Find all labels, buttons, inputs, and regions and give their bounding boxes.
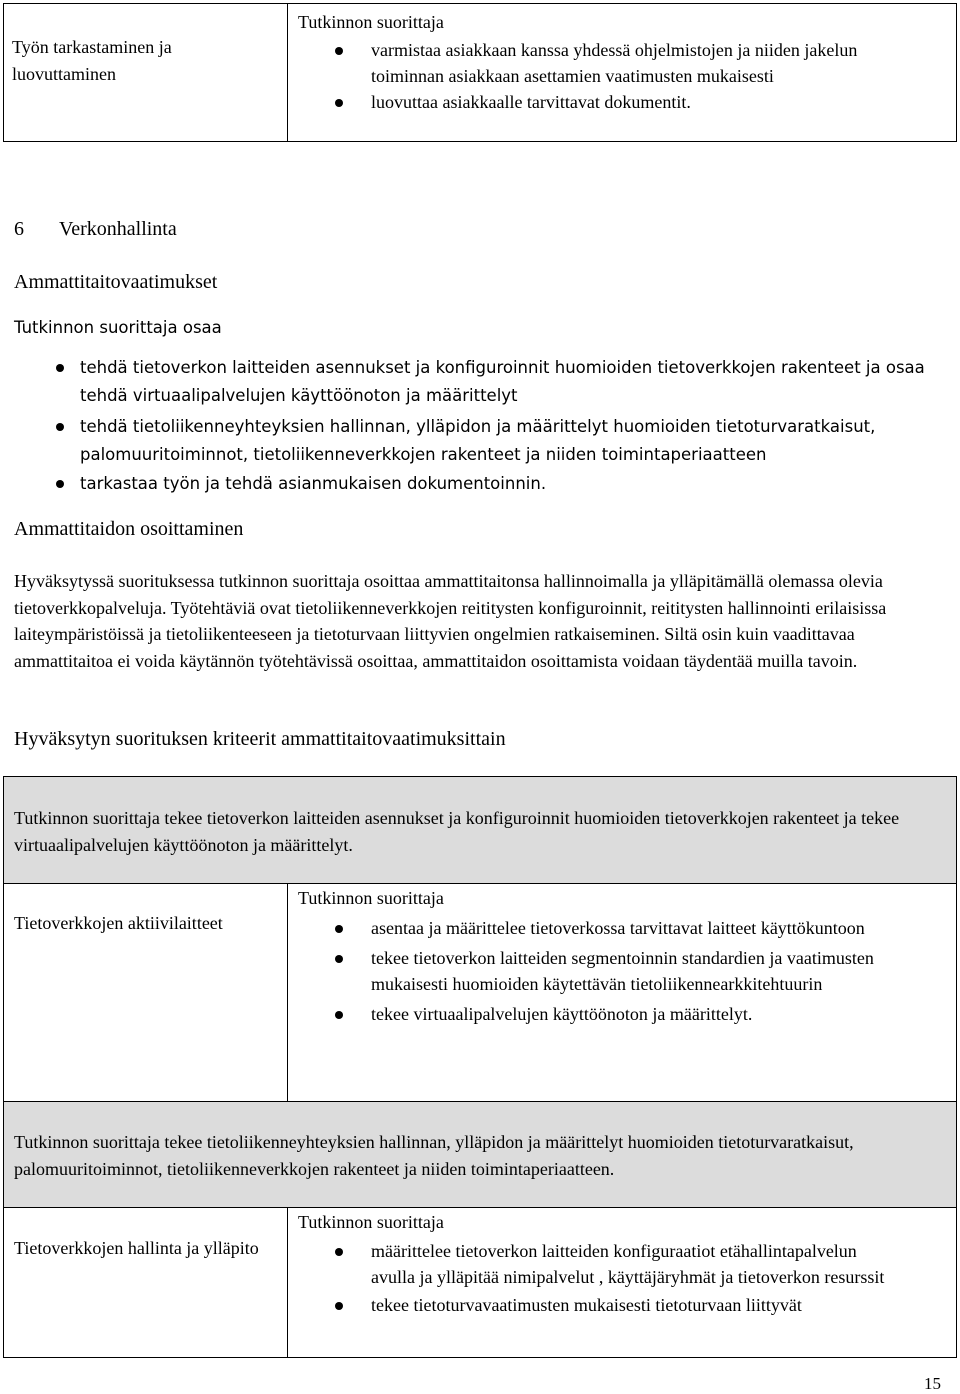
list-item: luovuttaa asiakkaalle tarvittavat dokumentit. [331, 89, 921, 115]
list-item: tekee tietoturvavaatimusten mukaisesti tietoturvaan liittyvät [331, 1292, 891, 1318]
list-item: tehdä tietoverkon laitteiden asennukset ja konfiguroinnit huomioiden tietoverkkojen rakenteet ja osaa tehdä virtuaalipalvelujen käyttöönoton ja määrittelyt [14, 354, 954, 409]
list-item: tekee virtuaalipalvelujen käyttöönoton ja määrittelyt. [331, 1001, 891, 1027]
criteria-table-1-left-label: Tietoverkkojen aktiivilaitteet [14, 913, 223, 933]
requirements-intro: Tutkinnon suorittaja osaa [14, 318, 222, 337]
list-item: asentaa ja määrittelee tietoverkossa tarvittavat laitteet käyttökuntoon [331, 915, 891, 941]
criteria-table-1-header-text: Tutkinnon suorittaja tekee tietoverkon laitteiden asennukset ja konfiguroinnit huomioiden tietoverkkojen rakenteet ja tekee virtuaalipalvelujen käyttöönoton ja määrittelyt. [14, 808, 900, 855]
list-item: varmistaa asiakkaan kanssa yhdessä ohjelmistojen ja niiden jakelun toiminnan asiakkaan asettamien vaatimusten mukaisesti [331, 37, 921, 89]
list-item: määrittelee tietoverkon laitteiden konfiguraatiot etähallintapalvelun avulla ja ylläpitää nimipalvelut , käyttäjäryhmät ja tietoverkon resurssit [331, 1238, 891, 1290]
list-item: tarkastaa työn ja tehdä asianmukaisen dokumentoinnin. [14, 470, 954, 498]
list-item: tekee tietoverkon laitteiden segmentoinnin standardien ja vaatimusten mukaisesti huomioiden käytettävän tietoliikennearkkitehtuurin [331, 945, 891, 997]
criteria-table-2-heading: Tutkinnon suorittaja [298, 1212, 444, 1232]
section-name: Verkonhallinta [59, 218, 177, 240]
criteria-table-1-divider [287, 884, 288, 1101]
requirements-block [14, 314, 954, 498]
top-table-left-label: Työn tarkastaminen ja luovuttaminen [12, 37, 172, 84]
criteria-table-2-divider [287, 1208, 288, 1357]
criteria-table-2 [3, 1102, 957, 1358]
criteria-table-1-bullets [331, 915, 891, 1027]
demonstration-text: Hyväksytyssä suorituksessa tutkinnon suorittaja osoittaa ammattitaitonsa hallinnoimalla ja ylläpitämällä olemassa olevia tietoverkkopalveluja. Työtehtäviä ovat tietoliikenneverkkojen reititysten konfiguroinnit, reititysten hallinnointi erilaisissa laiteympäristöissä ja tietoliikenteeseen ja tietoturvaan liittyvien ongelmien ratkaiseminen. Siltä osin kuin vaadittavaa ammattitaitoa ei voida käytännön työtehtävissä osoittaa, ammattitaidon osoittamista voidaan täydentää muilla tavoin. [14, 571, 887, 671]
requirements-heading: Ammattitaitovaatimukset [14, 271, 218, 293]
list-item: tehdä tietoliikenneyhteyksien hallinnan, ylläpidon ja määrittelyt huomioiden tietoturvaratkaisut, palomuuritoiminnot, tietoliikenneverkkojen rakenteet ja niiden toimintaperiaatteen [14, 413, 954, 468]
criteria-table-1 [3, 776, 957, 1102]
criteria-heading: Hyväksytyn suorituksen kriteerit ammattitaitovaatimuksittain [14, 728, 506, 750]
criteria-table-2-left-label: Tietoverkkojen hallinta ja ylläpito [14, 1238, 259, 1258]
top-table-divider [287, 4, 288, 141]
page-number: 15 [924, 1374, 941, 1393]
section-number: 6 [14, 218, 24, 240]
demonstration-heading: Ammattitaidon osoittaminen [14, 518, 244, 540]
requirements-list [14, 354, 954, 498]
top-table-heading: Tutkinnon suorittaja [298, 12, 444, 32]
top-table [3, 3, 957, 142]
criteria-table-1-heading: Tutkinnon suorittaja [298, 888, 444, 908]
section-title [14, 218, 177, 241]
criteria-table-2-bullets [331, 1238, 891, 1318]
criteria-table-2-header-text: Tutkinnon suorittaja tekee tietoliikenneyhteyksien hallinnan, ylläpidon ja määrittelyt huomioiden tietoturvaratkaisut, palomuuritoiminnot, tietoliikenneverkkojen rakenteet ja niiden toimintaperiaatteen. [14, 1132, 854, 1179]
top-table-bullets [331, 37, 921, 115]
